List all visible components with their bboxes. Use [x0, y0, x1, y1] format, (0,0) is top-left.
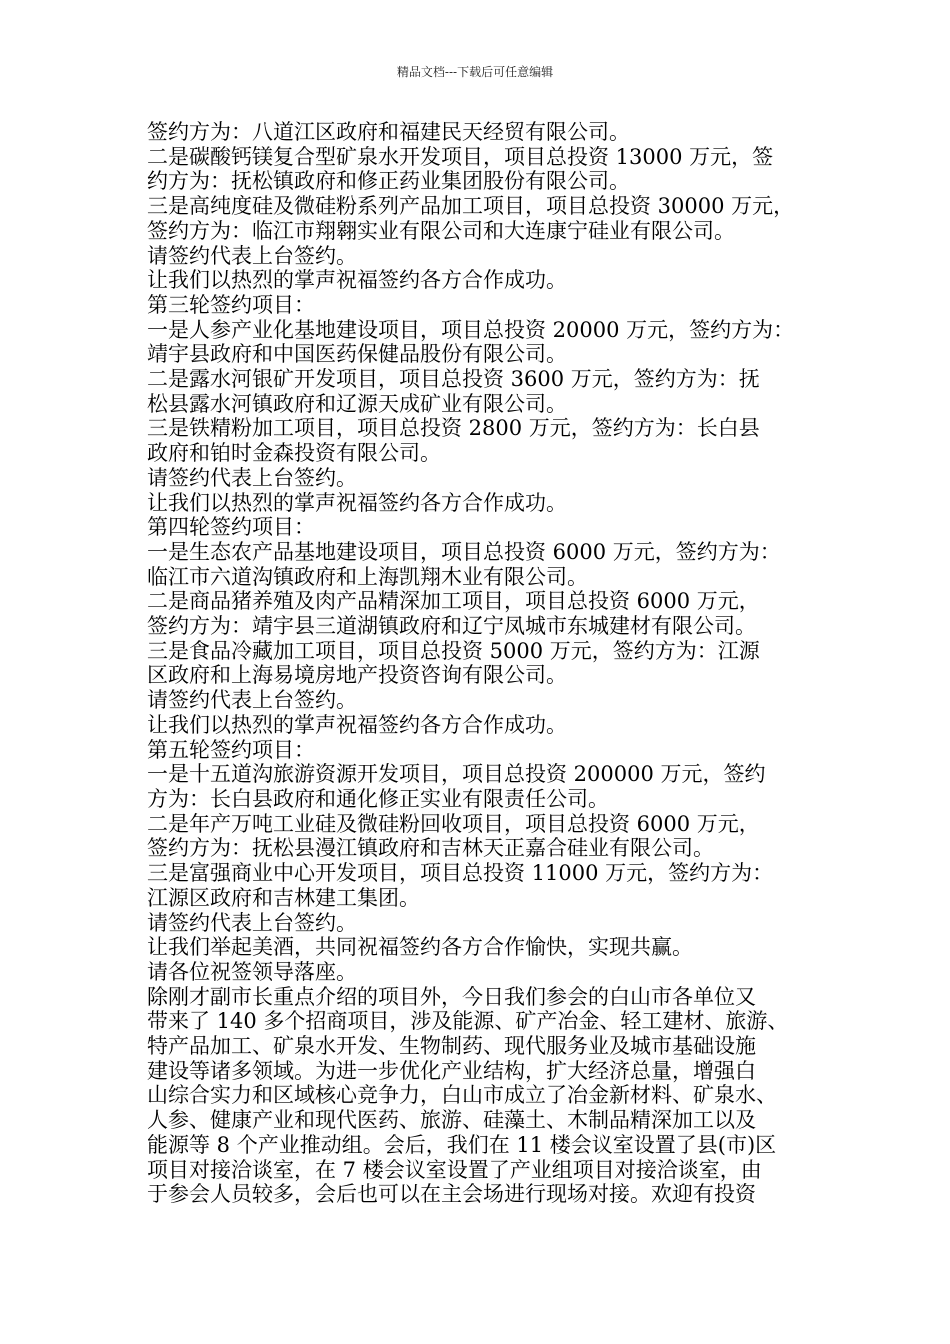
- text-line: 让我们以热烈的掌声祝福签约各方合作成功。: [147, 268, 567, 293]
- text-line: 二是露水河银矿开发项目，项目总投资 3600 万元，签约方为：抚: [147, 367, 760, 392]
- text-line: 请各位祝签领导落座。: [147, 959, 357, 984]
- text-line: 三是高纯度硅及微硅粉系列产品加工项目，项目总投资 30000 万元，: [147, 194, 795, 219]
- text-line: 让我们举起美酒，共同祝福签约各方合作愉快，实现共赢。: [147, 935, 693, 960]
- text-line: 签约方为：八道江区政府和福建民天经贸有限公司。: [147, 120, 630, 144]
- text-line: 方为：长白县政府和通化修正实业有限责任公司。: [147, 786, 609, 811]
- text-line: 能源等 8 个产业推动组。会后，我们在 11 楼会议室设置了县(市)区: [147, 1132, 777, 1157]
- text-line: 建设等诸多领域。为进一步优化产业结构，扩大经济总量，增强白: [147, 1058, 756, 1083]
- text-line: 第三轮签约项目：: [147, 292, 315, 317]
- text-line: 三是富强商业中心开发项目，项目总投资 11000 万元，签约方为：: [147, 861, 774, 886]
- text-line: 人参、健康产业和现代医药、旅游、硅藻土、木制品精深加工以及: [147, 1108, 756, 1133]
- text-line: 一是人参产业化基地建设项目，项目总投资 20000 万元，签约方为：: [147, 317, 795, 342]
- text-line: 山综合实力和区域核心竞争力，白山市成立了冶金新材料、矿泉水、: [147, 1083, 777, 1108]
- text-line: 约方为：抚松镇政府和修正药业集团股份有限公司。: [147, 169, 630, 194]
- text-line: 签约方为：靖宇县三道湖镇政府和辽宁凤城市东城建材有限公司。: [147, 614, 756, 639]
- text-line: 一是生态农产品基地建设项目，项目总投资 6000 万元，签约方为：: [147, 539, 781, 564]
- text-line: 签约方为：抚松县漫江镇政府和吉林天正嘉合硅业有限公司。: [147, 836, 714, 861]
- text-line: 二是碳酸钙镁复合型矿泉水开发项目，项目总投资 13000 万元，签: [147, 144, 774, 169]
- text-line: 靖宇县政府和中国医药保健品股份有限公司。: [147, 342, 567, 367]
- text-line: 让我们以热烈的掌声祝福签约各方合作成功。: [147, 712, 567, 737]
- text-line: 带来了 140 多个招商项目，涉及能源、矿产冶金、轻工建材、旅游、: [147, 1009, 789, 1034]
- text-line: 三是食品冷藏加工项目，项目总投资 5000 万元，签约方为：江源: [147, 638, 760, 663]
- text-line: 第四轮签约项目：: [147, 515, 315, 540]
- text-line: 除刚才副市长重点介绍的项目外，今日我们参会的白山市各单位又: [147, 984, 756, 1009]
- document-body: [147, 120, 823, 1207]
- text-line: 政府和铂时金森投资有限公司。: [147, 441, 441, 466]
- text-line: 签约方为：临江市翔翱实业有限公司和大连康宁硅业有限公司。: [147, 218, 735, 243]
- text-line: 第五轮签约项目：: [147, 737, 315, 762]
- text-line: 二是年产万吨工业硅及微硅粉回收项目，项目总投资 6000 万元，: [147, 811, 760, 836]
- text-line: 松县露水河镇政府和辽源天成矿业有限公司。: [147, 391, 567, 416]
- text-line: 区政府和上海易境房地产投资咨询有限公司。: [147, 663, 567, 688]
- text-line: 请签约代表上台签约。: [147, 688, 357, 713]
- text-line: 于参会人员较多，会后也可以在主会场进行现场对接。欢迎有投资: [147, 1182, 756, 1207]
- text-line: 请签约代表上台签约。: [147, 465, 357, 490]
- text-line: 二是商品猪养殖及肉产品精深加工项目，项目总投资 6000 万元，: [147, 589, 760, 614]
- text-line: 项目对接洽谈室，在 7 楼会议室设置了产业组项目对接洽谈室，由: [147, 1157, 762, 1182]
- text-line: 请签约代表上台签约。: [147, 243, 357, 268]
- text-line: 请签约代表上台签约。: [147, 910, 357, 935]
- text-line: 江源区政府和吉林建工集团。: [147, 885, 420, 910]
- text-line: 三是铁精粉加工项目，项目总投资 2800 万元，签约方为：长白县: [147, 416, 760, 441]
- page-header: 精品文档---下载后可任意编辑: [396, 65, 554, 79]
- text-line: 特产品加工、矿泉水开发、生物制药、现代服务业及城市基础设施: [147, 1034, 756, 1059]
- text-line: 一是十五道沟旅游资源开发项目，项目总投资 200000 万元，签约: [147, 762, 766, 787]
- text-line: 临江市六道沟镇政府和上海凯翔木业有限公司。: [147, 564, 588, 589]
- text-line: 让我们以热烈的掌声祝福签约各方合作成功。: [147, 490, 567, 515]
